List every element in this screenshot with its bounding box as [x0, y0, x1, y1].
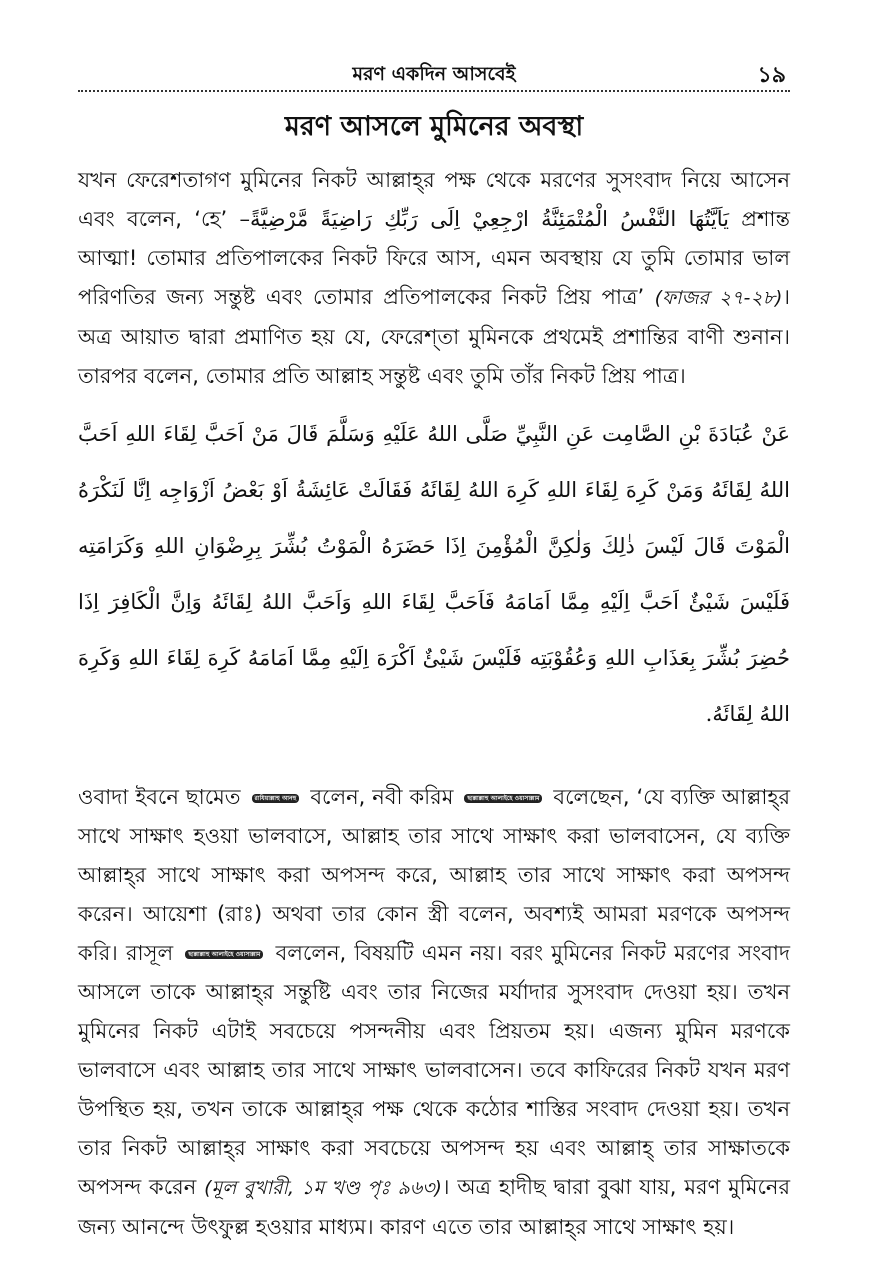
- radiyallahu-anhu-badge: রাযিয়াল্লাহু আনহু: [252, 794, 300, 803]
- translation-text-4: বললেন, বিষয়টি এমন নয়। বরং মুমিনের নিকট মরণের সংবাদ আসলে তাকে আল্লাহ্‌র সন্তুষ্টি এবং তার নিজের মর্যাদার সুসংবাদ দেওয়া হয়। তখন মুমিনের নিকট এটাই সবচেয়ে পসন্দনীয় এবং প্রিয়তম হয়। এজন্য মুমিন মরণকে ভালবাসে এবং আল্লাহ তার সাথে সাক্ষাৎ ভালবাসেন। তবে কাফিরের নিকট যখন মরণ উপস্থিত হয়, তখন তাকে আল্লাহ্‌র পক্ষ থেকে কঠোর শাস্তির সংবাদ দেওয়া হয়। তখন তার নিকট আল্লাহ্‌র সাক্ষাৎ করা সবচেয়ে অপসন্দ হয় এবং আল্লাহ্‌ তার সাক্ষাতকে অপসন্দ করেন: [78, 941, 790, 1199]
- page-header: [78, 50, 790, 92]
- section-title: মরণ আসলে মুমিনের অবস্থা: [284, 111, 584, 142]
- salawat-badge: ছাল্লাল্লাহু আলাইহে ওয়াসাল্লাম: [185, 950, 263, 959]
- intro-quote-open: ‘হে’: [194, 207, 240, 231]
- intro-text-1: যখন ফেরেশতাগণ মুমিনের নিকট আল্লাহ্‌র পক্ষ থেকে মরণের সুসংবাদ নিয়ে আসেন এবং বলেন,: [78, 168, 790, 231]
- translation-text-2: বলেন, নবী করিম: [303, 785, 461, 809]
- translation-text-1: ওবাদা ইবনে ছামেত: [78, 785, 248, 809]
- intro-text-3: । অত্র আয়াত দ্বারা প্রমাণিত হয় যে, ফেরেশ্‌তা মুমিনকে প্রথমেই প্রশান্তির বাণী শুনান। তারপর বলেন, তোমার প্রতি আল্লাহ সন্তুষ্ট এবং তুমি তাঁর নিকট প্রিয় পাত্র।: [78, 285, 790, 388]
- intro-text-2: প্রশান্ত আত্মা! তোমার প্রতিপালকের নিকট ফিরে আস, এমন অবস্থায় যে তুমি তোমার ভাল পরিণতির জন্য সন্তুষ্ট এবং তোমার প্রতিপালকের নিকট প্রিয় পাত্র’: [78, 207, 790, 309]
- running-title: মরণ একদিন আসবেই: [352, 63, 516, 85]
- page-number: ১৯: [757, 63, 786, 88]
- hadith-citation: (মূল বুখারী, ১ম খণ্ড পৃঃ ৯৬৩): [204, 1177, 442, 1199]
- paragraph-translation: [78, 778, 790, 1247]
- book-page: [78, 50, 790, 1247]
- quran-citation: (ফাজর ২৭-২৮): [654, 287, 783, 309]
- translation-text-5: । অত্র হাদীছ দ্বারা বুঝা যায়, মরণ মুমিনের জন্য আনন্দে উৎফুল্ল হওয়ার মাধ্যম। কারণ এতে তার আল্লাহ্‌র সাথে সাক্ষাৎ হয়।: [78, 1175, 791, 1239]
- quran-verse-arabic: يَاَيَّتُهَا النَّفْسُ الْمُتْمَئِنَّةُ ارْجِعِيْ اِلَى رَبِّكِ رَاضِيَةً مَّرْضِيَّةً–: [239, 207, 729, 231]
- salawat-badge: ছাল্লাল্লাহু আলাইহে ওয়াসাল্লাম: [464, 794, 542, 803]
- translation-text-3: বলেছেন, ‘যে ব্যক্তি আল্লাহ্‌র সাথে সাক্ষাৎ হওয়া ভালবাসে, আল্লাহ তার সাথে সাক্ষাৎ করা ভালবাসেন, যে ব্যক্তি আল্লাহ্‌র সাথে সাক্ষাৎ করা অপসন্দ করে, আল্লাহ তার সাথে সাক্ষাৎ করা অপসন্দ করেন। আয়েশা (রাঃ) অথবা তার কোন স্ত্রী বলেন, অবশ্যই আমরা মরণকে অপসন্দ করি। রাসূল: [78, 785, 791, 965]
- hadith-arabic: عَنْ عُبَادَةَ بْنِ الصَّامِت عَنِ النَّبِيِّ صَلَّى اللهُ عَلَيْهِ وَسَلَّمَ قَالَ مَنْ اَحَبَّ لِقَاءَ اللهِ اَحَبَّ اللهُ لِقَائَهُ وَمَنْ كَرِهَ لِقَاءَ اللهِ كَرِهَ اللهُ لِقَائَهُ فَقَالَتْ عَائِشَةُ اَوْ بَعْضُ اَزْوَاجِه اِنَّا لَنَكْرَهُ الْمَوْتَ قَالَ لَيْسَ ذٰلِكَ وَلٰكِنَّ الْمُؤْمِنَ اِذَا حَضَرَهُ الْمَوْتُ بُشِّرَ بِرِضْوَانِ اللهِ وَكَرَامَتِه فَلَيْسَ شَيْئٌ اَحَبَّ اِلَيْهِ مِمَّا اَمَامَهُ فَاَحَبَّ لِقَاءَ اللهِ وَاَحَبَّ اللهُ لِقَائَهُ وَاِنَّ الْكَافِرَ اِذَا حُضِرَ بُشِّرَ بِعَذَابِ اللهِ وَعُقُوْبَتِه فَلَيْسَ شَيْئٌ اَكْرَهَ اِلَيْهِ مِمَّا اَمَامَهُ كَرِهَ لِقَاءَ اللهِ وَكَرِهَ اللهُ لِقَائَهُ.: [78, 422, 790, 726]
- paragraph-intro: [78, 161, 790, 396]
